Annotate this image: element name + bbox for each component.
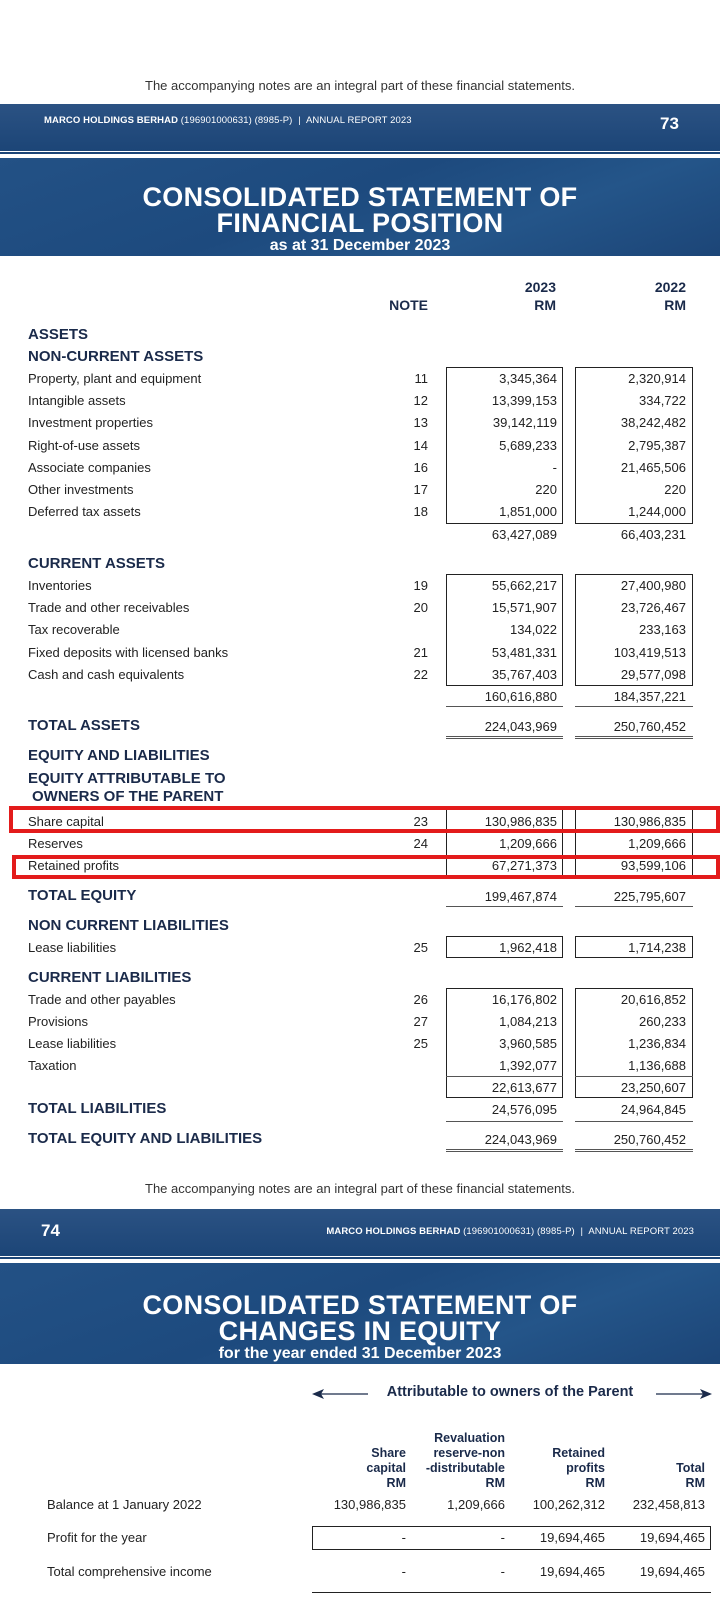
company-name: MARCO HOLDINGS BERHAD — [44, 115, 179, 126]
col-share-line1: Share — [371, 1446, 406, 1460]
line-item-2022-value: 130,986,835 — [613, 814, 686, 829]
section-assets: ASSETS — [28, 326, 89, 343]
highlight-share-capital — [9, 806, 720, 833]
col-retained-profits — [520, 1446, 605, 1491]
line-item-2022-value: 38,242,482 — [620, 415, 686, 431]
col-2023-header — [466, 278, 556, 314]
line-item-2023-value: 1,209,666 — [499, 836, 557, 852]
total-equity-rule-2022 — [575, 906, 693, 907]
line-item-label: Intangible assets — [28, 393, 126, 409]
section-equity-attributable-line2: OWNERS OF THE PARENT — [32, 788, 224, 805]
col-retained-line1: Retained — [552, 1446, 605, 1460]
line-item-2023-value: 5,689,233 — [499, 437, 557, 453]
line-item-2023-value: 39,142,119 — [492, 415, 557, 431]
page-header-bar-74 — [0, 1209, 720, 1256]
line-item-2023-value: 1,962,418 — [499, 940, 557, 955]
line-item-2023-value: - — [552, 459, 557, 475]
line-item-note: 21 — [413, 644, 428, 660]
statement-title-line2: FINANCIAL POSITION — [216, 208, 504, 238]
line-item-2023-value: 15,571,907 — [491, 600, 557, 616]
col-reval-line3: -distributable — [425, 1461, 505, 1475]
col-share-unit: RM — [386, 1476, 406, 1490]
total-assets-2023: 224,043,969 — [484, 719, 557, 734]
cl-total-2022: 23,250,607 — [620, 1080, 686, 1095]
ca-total-rule-2022 — [575, 706, 693, 707]
total-equity-liabilities-2023: 224,043,969 — [484, 1132, 557, 1147]
line-item-label: Retained profits — [28, 858, 120, 874]
equity-change-label: Balance at 1 January 2022 — [47, 1497, 202, 1512]
ca-total-rule-2023 — [446, 706, 563, 707]
section-equity-attributable-line1: EQUITY ATTRIBUTABLE TO — [28, 770, 226, 787]
col-retained-line2: profits — [566, 1461, 605, 1475]
line-item-2022-value: 2,320,914 — [628, 371, 686, 386]
line-item-note: 22 — [413, 666, 428, 682]
line-item-2022-value: 21,465,506 — [620, 459, 686, 475]
ca-total-2023: 160,616,880 — [484, 689, 557, 704]
equity-change-share-capital: - — [401, 1530, 406, 1545]
col-reval-unit: RM — [485, 1476, 505, 1490]
line-item-2022-value: 1,244,000 — [628, 504, 686, 520]
page-number: 73 — [660, 114, 679, 133]
line-item-label: Taxation — [28, 1058, 77, 1073]
line-item-2023-value: 13,399,153 — [491, 393, 557, 409]
line-item-note: 12 — [413, 393, 428, 409]
total-liabilities-rule-2023 — [446, 1121, 563, 1122]
total-liabilities-rule-2022 — [575, 1121, 693, 1122]
total-equity-rule-2023 — [446, 906, 563, 907]
section-equity-and-liabilities: EQUITY AND LIABILITIES — [28, 747, 210, 764]
line-item-note: 14 — [413, 437, 428, 453]
line-item-2022-value: 334,722 — [639, 393, 686, 409]
statement-banner — [0, 158, 720, 256]
line-item-label: Associate companies — [28, 459, 151, 475]
line-item-2023-value: 1,392,077 — [499, 1058, 557, 1073]
line-item-label: Other investments — [28, 482, 134, 497]
col-total-line1: Total — [676, 1461, 705, 1475]
line-item-2023-value: 220 — [535, 482, 557, 497]
line-item-2023-value: 134,022 — [510, 622, 557, 638]
line-item-note: 19 — [413, 578, 428, 593]
equity-statement-title-line2: CHANGES IN EQUITY — [218, 1316, 502, 1346]
line-item-note: 11 — [414, 371, 428, 386]
total-assets-2022: 250,760,452 — [613, 719, 686, 734]
line-item-2022-value: 23,726,467 — [620, 600, 686, 616]
total-assets-rule-2023 — [446, 736, 563, 739]
total-equity-2022: 225,795,607 — [613, 889, 686, 904]
equity-change-retained: 19,694,465 — [539, 1564, 605, 1579]
equity-change-total: 19,694,465 — [639, 1564, 705, 1579]
line-item-2022-value: 260,233 — [639, 1014, 686, 1029]
integral-part-note-bottom: The accompanying notes are an integral part of these financial statements. — [145, 1181, 575, 1196]
col-2022-header — [596, 278, 686, 314]
line-item-2022-value: 93,599,106 — [620, 858, 686, 874]
equity-change-total: 19,694,465 — [639, 1530, 705, 1545]
page-header-bar — [0, 104, 720, 151]
total-liabilities-2023: 24,576,095 — [491, 1102, 557, 1117]
line-item-note: 24 — [413, 836, 428, 852]
total-equity-liabilities-2022: 250,760,452 — [613, 1132, 686, 1147]
col-reval-line2: reserve-non — [433, 1446, 505, 1460]
line-item-note: 20 — [413, 600, 428, 616]
col-retained-unit: RM — [585, 1476, 605, 1490]
line-item-2023-value: 1,851,000 — [499, 504, 557, 520]
col-reval-line1: Revaluation — [434, 1431, 505, 1445]
col-revaluation-reserve — [410, 1431, 505, 1491]
company-reg: (196901000631) (8985-P) — [180, 115, 293, 126]
line-item-2023-value: 3,960,585 — [499, 1036, 557, 1051]
equity-change-retained: 100,262,312 — [532, 1497, 605, 1512]
col-2023-unit: RM — [534, 297, 556, 313]
header-separator-74: | — [580, 1226, 584, 1237]
col-2022-year: 2022 — [654, 279, 686, 295]
line-item-label: Right-of-use assets — [28, 437, 140, 453]
line-item-label: Tax recoverable — [28, 622, 120, 638]
report-name: ANNUAL REPORT 2023 — [305, 115, 412, 126]
line-item-2022-value: 1,209,666 — [628, 836, 686, 852]
equity-change-share-capital: - — [401, 1564, 406, 1579]
header-separator: | — [298, 115, 301, 126]
line-item-2022-value: 1,136,688 — [628, 1058, 686, 1073]
line-item-2022-value: 2,795,387 — [628, 437, 686, 453]
equity-change-revaluation: 1,209,666 — [447, 1497, 505, 1512]
line-item-2022-value: 1,236,834 — [628, 1036, 686, 1051]
line-item-2023-value: 3,345,364 — [499, 371, 557, 386]
attributable-heading: Attributable to owners of the Parent — [386, 1384, 634, 1400]
line-item-label: Trade and other receivables — [28, 600, 190, 616]
line-item-2023-value: 130,986,835 — [484, 814, 557, 829]
equity-change-total: 232,458,813 — [632, 1497, 705, 1512]
next-row-box-top — [312, 1592, 711, 1593]
line-item-label: Provisions — [28, 1014, 88, 1029]
col-total — [620, 1461, 705, 1491]
line-item-label: Investment properties — [28, 415, 154, 431]
nca-total-2022: 66,403,231 — [620, 527, 686, 542]
total-assets-label: TOTAL ASSETS — [28, 717, 140, 734]
line-item-note: 23 — [413, 814, 428, 829]
section-non-current-liabilities: NON CURRENT LIABILITIES — [28, 917, 229, 934]
line-item-2022-value: 27,400,980 — [620, 578, 686, 593]
total-liabilities-label: TOTAL LIABILITIES — [28, 1100, 167, 1117]
line-item-label: Lease liabilities — [28, 1036, 117, 1051]
line-item-note: 25 — [413, 940, 428, 955]
line-item-2022-value: 29,577,098 — [620, 666, 686, 682]
nca-total-2023: 63,427,089 — [491, 527, 557, 542]
line-item-2023-value: 67,271,373 — [491, 858, 557, 874]
line-item-label: Lease liabilities — [28, 940, 117, 955]
line-item-2023-value: 35,767,403 — [491, 666, 557, 682]
header-divider-74 — [0, 1257, 720, 1259]
col-note-header: NOTE — [389, 297, 428, 313]
cl-subtotal-rule-2023 — [446, 1076, 563, 1077]
company-name-74: MARCO HOLDINGS BERHAD — [326, 1226, 461, 1237]
section-current-liabilities: CURRENT LIABILITIES — [28, 969, 192, 986]
equity-statement-title-line1: CONSOLIDATED STATEMENT OF — [142, 1290, 578, 1320]
company-heading-74 — [326, 1226, 694, 1237]
line-item-note: 25 — [413, 1036, 428, 1051]
total-eq-liab-rule-2023 — [446, 1149, 563, 1152]
line-item-2023-value: 1,084,213 — [499, 1014, 557, 1029]
report-name-74: ANNUAL REPORT 2023 — [588, 1226, 694, 1237]
total-eq-liab-rule-2022 — [575, 1149, 693, 1152]
equity-statement-subtitle: for the year ended 31 December 2023 — [218, 1345, 502, 1362]
company-heading — [44, 115, 412, 126]
line-item-note: 27 — [413, 1014, 428, 1029]
line-item-2023-value: 55,662,217 — [491, 578, 557, 593]
line-item-label: Reserves — [28, 836, 83, 852]
line-item-label: Trade and other payables — [28, 992, 176, 1007]
cl-total-2023: 22,613,677 — [491, 1080, 557, 1095]
total-equity-liabilities-label: TOTAL EQUITY AND LIABILITIES — [28, 1130, 263, 1147]
statement-title-line1: CONSOLIDATED STATEMENT OF — [142, 182, 578, 212]
line-item-note: 17 — [413, 482, 428, 497]
line-item-note: 13 — [413, 415, 428, 431]
header-divider — [0, 152, 720, 154]
line-item-label: Inventories — [28, 578, 92, 593]
company-reg-74: (196901000631) (8985-P) — [463, 1226, 575, 1237]
equity-change-revaluation: - — [500, 1530, 505, 1545]
equity-change-retained: 19,694,465 — [539, 1530, 605, 1545]
col-total-unit: RM — [685, 1476, 705, 1490]
equity-change-share-capital: 130,986,835 — [333, 1497, 406, 1512]
equity-change-label: Total comprehensive income — [47, 1564, 212, 1579]
line-item-note: 18 — [413, 504, 428, 520]
line-item-2023-value: 53,481,331 — [491, 644, 557, 660]
highlight-retained-profits — [12, 855, 720, 879]
statement-subtitle: as at 31 December 2023 — [269, 237, 451, 254]
section-current-assets: CURRENT ASSETS — [28, 555, 165, 572]
col-share-line2: capital — [366, 1461, 406, 1475]
cl-subtotal-rule-2022 — [575, 1076, 693, 1077]
col-2023-year: 2023 — [524, 279, 556, 295]
line-item-2022-value: 103,419,513 — [613, 644, 686, 660]
line-item-label: Property, plant and equipment — [28, 371, 202, 386]
line-item-label: Deferred tax assets — [28, 504, 141, 520]
ca-total-2022: 184,357,221 — [613, 689, 686, 704]
line-item-label: Share capital — [28, 814, 104, 829]
equity-change-label: Profit for the year — [47, 1530, 147, 1545]
total-equity-label: TOTAL EQUITY — [28, 887, 137, 904]
col-share-capital — [340, 1446, 406, 1491]
line-item-note: 16 — [413, 459, 428, 475]
section-non-current-assets: NON-CURRENT ASSETS — [28, 348, 204, 365]
line-item-label: Cash and cash equivalents — [28, 666, 185, 682]
line-item-2022-value: 233,163 — [639, 622, 686, 638]
statement-banner-74 — [0, 1263, 720, 1364]
line-item-2022-value: 220 — [664, 482, 686, 497]
total-liabilities-2022: 24,964,845 — [620, 1102, 686, 1117]
page-number-74: 74 — [41, 1221, 60, 1240]
line-item-2022-value: 1,714,238 — [628, 940, 686, 955]
equity-change-revaluation: - — [500, 1564, 505, 1579]
total-assets-rule-2022 — [575, 736, 693, 739]
line-item-2023-value: 16,176,802 — [491, 992, 557, 1007]
line-item-2022-value: 20,616,852 — [620, 992, 686, 1007]
total-equity-2023: 199,467,874 — [484, 889, 557, 904]
line-item-note: 26 — [413, 992, 428, 1007]
line-item-label: Fixed deposits with licensed banks — [28, 644, 229, 660]
integral-part-note: The accompanying notes are an integral part of these financial statements. — [145, 78, 575, 93]
col-2022-unit: RM — [664, 297, 686, 313]
